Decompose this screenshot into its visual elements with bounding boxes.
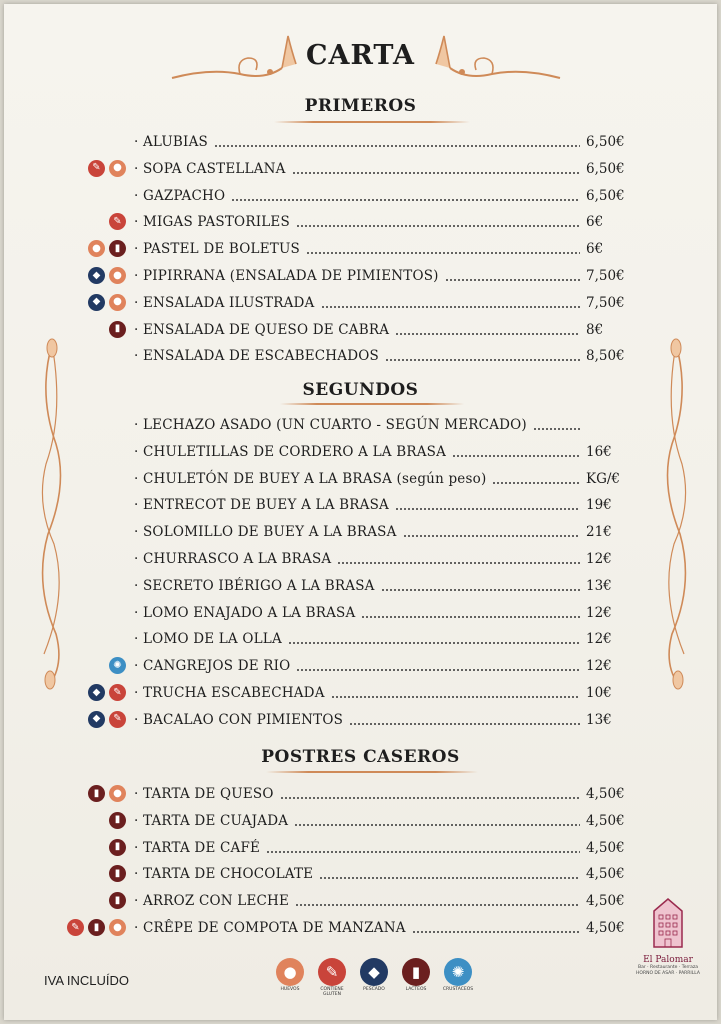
menu-item-price: 21€ — [586, 524, 612, 541]
dot-leader — [361, 616, 580, 618]
milk-jug-icon: ▮ — [109, 865, 126, 882]
menu-item-name: · TARTA DE CUAJADA — [134, 812, 289, 829]
fish-icon: ◆ — [88, 267, 105, 284]
menu-item-price: 6,50€ — [586, 134, 625, 150]
wheat-icon: ✎ — [109, 684, 126, 701]
dot-leader — [452, 455, 580, 457]
menu-item-name: · CHULETILLAS DE CORDERO A LA BRASA — [134, 443, 447, 460]
dot-leader — [337, 562, 580, 564]
iva-note: IVA INCLUÍDO — [44, 973, 130, 988]
menu-item-price: 13€ — [586, 711, 612, 728]
allergen-icons — [84, 785, 126, 805]
menu-item-price: 7,50€ — [586, 294, 625, 311]
menu-item-name: · LECHAZO ASADO (UN CUARTO - SEGÚN MERCADO) — [134, 417, 527, 433]
allergen-icons — [84, 160, 126, 180]
crab-icon: ✺ — [109, 657, 126, 674]
dot-leader — [395, 508, 580, 510]
allergen-icons — [105, 321, 126, 341]
dot-leader — [412, 931, 580, 933]
menu-item-row — [134, 320, 634, 340]
menu-item-name: · ENSALADA DE ESCABECHADOS — [134, 348, 379, 365]
menu-item-name: · MIGAS PASTORILES — [134, 214, 290, 231]
heading-divider — [274, 121, 470, 123]
milk-jug-icon: ▮ — [88, 785, 105, 802]
menu-item-row — [134, 603, 634, 623]
menu-item-price: 7,50€ — [586, 268, 625, 284]
menu-item-row — [134, 656, 634, 676]
allergen-icons — [105, 657, 126, 677]
dot-leader — [294, 824, 580, 826]
menu-item-name: · CRÊPE DE COMPOTA DE MANZANA — [134, 920, 406, 936]
allergen-icons — [84, 711, 126, 731]
fish-icon: ◆ — [88, 294, 105, 311]
menu-item-row — [134, 186, 634, 206]
menu-item-row — [134, 293, 634, 313]
menu-item-name: · PIPIRRANA (ENSALADA DE PIMIENTOS) — [134, 268, 439, 284]
dot-leader — [395, 333, 580, 335]
dot-leader — [331, 696, 580, 698]
menu-item-row — [134, 415, 634, 435]
eggs-icon: ● — [109, 160, 126, 177]
milk-jug-icon: ▮ — [402, 958, 430, 986]
logo-name: El Palomar — [643, 955, 693, 965]
menu-item-name: · TARTA DE CHOCOLATE — [134, 866, 314, 883]
allergen-legend — [274, 958, 474, 998]
allergen-icons — [105, 892, 126, 912]
menu-item-name: · PASTEL DE BOLETUS — [134, 241, 300, 258]
menu-item-name: · ENTRECOT DE BUEY A LA BRASA — [134, 497, 389, 514]
fish-icon: ◆ — [88, 684, 105, 701]
menu-item-price: 4,50€ — [586, 812, 625, 829]
dot-leader — [321, 306, 580, 308]
menu-item-price: 6,50€ — [586, 187, 625, 204]
menu-item-row — [134, 710, 634, 730]
dot-leader — [296, 225, 580, 227]
menu-item-name: · BACALAO CON PIMIENTOS — [134, 711, 344, 728]
menu-item-name: · LOMO ENAJADO A LA BRASA — [134, 604, 356, 621]
dot-leader — [385, 359, 580, 361]
menu-item-price: 4,50€ — [586, 839, 625, 856]
menu-item-row — [134, 469, 634, 489]
milk-jug-icon: ▮ — [109, 321, 126, 338]
menu-item-price: 6€ — [586, 214, 604, 231]
dot-leader — [292, 172, 580, 174]
allergen-icons — [105, 213, 126, 233]
allergen-icons — [63, 919, 126, 939]
menu-item-row — [134, 495, 634, 515]
legend-label: LACTEOS — [405, 987, 427, 992]
wheat-icon: ✎ — [88, 160, 105, 177]
menu-item-price: 4,50€ — [586, 920, 625, 936]
allergen-icons — [84, 684, 126, 704]
milk-jug-icon: ▮ — [109, 892, 126, 909]
legend-item-lacteos — [400, 958, 432, 998]
legend-label: PESCADO — [363, 987, 385, 992]
logo-subtagline: HORNO DE ASAR · PARRILLA — [636, 970, 700, 976]
menu-item-name: · ALUBIAS — [134, 134, 208, 150]
menu-item-price: 4,50€ — [586, 893, 625, 910]
eggs-icon: ● — [109, 785, 126, 802]
heading-divider — [266, 771, 478, 773]
menu-item-price: 19€ — [586, 497, 612, 514]
menu-item-row — [134, 239, 634, 259]
dot-leader — [403, 535, 580, 537]
menu-item-row — [134, 132, 634, 152]
fish-icon: ◆ — [88, 711, 105, 728]
menu-item-price: 4,50€ — [586, 866, 625, 883]
menu-item-price: 16€ — [586, 443, 612, 460]
menu-item-row — [134, 629, 634, 649]
dot-leader — [295, 904, 580, 906]
legend-item-gluten — [316, 958, 348, 998]
menu-item-row — [134, 784, 634, 804]
menu-item-price: 12€ — [586, 631, 612, 648]
menu-item-row — [134, 266, 634, 286]
eggs-icon: ● — [88, 240, 105, 257]
fish-icon: ◆ — [360, 958, 388, 986]
menu-item-name: · TRUCHA ESCABECHADA — [134, 685, 325, 701]
eggs-icon: ● — [276, 958, 304, 986]
dot-leader — [288, 642, 580, 644]
menu-item-price: KG/€ — [586, 470, 621, 487]
eggs-icon: ● — [109, 294, 126, 311]
menu-item-price: 12€ — [586, 604, 612, 621]
menu-item-row — [134, 864, 634, 884]
allergen-icons — [105, 812, 126, 832]
menu-item-name: · ENSALADA ILUSTRADA — [134, 294, 315, 311]
dot-leader — [492, 482, 580, 484]
menu-item-name: · TARTA DE CAFÉ — [134, 839, 261, 856]
wheat-icon: ✎ — [318, 958, 346, 986]
menu-item-row — [134, 838, 634, 858]
legend-item-huevos — [274, 958, 306, 998]
menu-item-row — [134, 522, 634, 542]
menu-item-name: · LOMO DE LA OLLA — [134, 631, 282, 648]
dot-leader — [280, 797, 580, 799]
menu-item-row — [134, 891, 634, 911]
dot-leader — [266, 851, 580, 853]
tower-logo-icon — [650, 897, 686, 949]
menu-item-name: · SOPA CASTELLANA — [134, 160, 286, 177]
dot-leader — [306, 252, 580, 254]
legend-label: HUEVOS — [280, 987, 300, 992]
menu-item-name: · TARTA DE QUESO — [134, 786, 274, 802]
menu-item-price: 12€ — [586, 551, 612, 567]
menu-item-price: 4,50€ — [586, 786, 625, 802]
menu-item-row — [134, 811, 634, 831]
crab-icon: ✺ — [444, 958, 472, 986]
eggs-icon: ● — [109, 919, 126, 936]
legend-label: CRUSTACEOS — [442, 987, 474, 992]
legend-item-crustaceos — [442, 958, 474, 998]
menu-item-row — [134, 346, 634, 366]
menu-title: CARTA — [306, 40, 415, 71]
heading-divider — [280, 403, 464, 405]
dot-leader — [445, 279, 580, 281]
menu-item-name: · ARROZ CON LECHE — [134, 893, 290, 910]
dot-leader — [533, 428, 580, 430]
wheat-icon: ✎ — [67, 919, 84, 936]
eggs-icon: ● — [109, 267, 126, 284]
menu-item-price: 8,50€ — [586, 348, 625, 365]
allergen-icons — [84, 240, 126, 260]
milk-jug-icon: ▮ — [88, 919, 105, 936]
milk-jug-icon: ▮ — [109, 240, 126, 257]
dot-leader — [349, 723, 580, 725]
restaurant-logo — [628, 897, 708, 977]
menu-item-row — [134, 918, 634, 938]
dot-leader — [319, 877, 580, 879]
menu-item-name: · CHURRASCO A LA BRASA — [134, 551, 332, 567]
menu-item-price: 10€ — [586, 685, 612, 701]
menu-item-row — [134, 212, 634, 232]
menu-item-name: · SECRETO IBÉRIGO A LA BRASA — [134, 577, 375, 594]
menu-item-name: · ENSALADA DE QUESO DE CABRA — [134, 321, 390, 338]
menu-item-row — [134, 549, 634, 569]
menu-item-name: · GAZPACHO — [134, 187, 226, 204]
allergen-icons — [84, 294, 126, 314]
menu-item-row — [134, 576, 634, 596]
menu-item-price: 13€ — [586, 577, 612, 594]
section-heading-segundos: SEGUNDOS — [302, 380, 419, 400]
milk-jug-icon: ▮ — [109, 812, 126, 829]
dot-leader — [296, 669, 580, 671]
menu-item-name: · CHULETÓN DE BUEY A LA BRASA (según peso) — [134, 470, 487, 487]
legend-item-pescado — [358, 958, 390, 998]
section-heading-primeros: PRIMEROS — [304, 96, 417, 116]
wheat-icon: ✎ — [109, 213, 126, 230]
menu-item-price: 6,50€ — [586, 160, 625, 177]
allergen-icons — [105, 865, 126, 885]
milk-jug-icon: ▮ — [109, 839, 126, 856]
menu-item-price: 12€ — [586, 658, 612, 675]
menu-sheet — [4, 4, 717, 1020]
section-heading-postres: POSTRES CASEROS — [261, 747, 460, 767]
menu-item-price: 8€ — [586, 321, 604, 338]
menu-item-price: 6€ — [586, 241, 604, 258]
legend-label: CONTIENE GLUTEN — [320, 987, 344, 997]
menu-item-name: · CANGREJOS DE RIO — [134, 658, 291, 675]
allergen-icons — [105, 839, 126, 859]
menu-item-row — [134, 442, 634, 462]
menu-item-row — [134, 159, 634, 179]
dot-leader — [231, 199, 580, 201]
dot-leader — [214, 145, 580, 147]
menu-item-row — [134, 683, 634, 703]
logo-tagline: Bar · Restaurante · Terraza — [638, 965, 698, 970]
menu-item-name: · SOLOMILLO DE BUEY A LA BRASA — [134, 524, 397, 541]
wheat-icon: ✎ — [109, 711, 126, 728]
allergen-icons — [84, 267, 126, 287]
dot-leader — [381, 589, 580, 591]
